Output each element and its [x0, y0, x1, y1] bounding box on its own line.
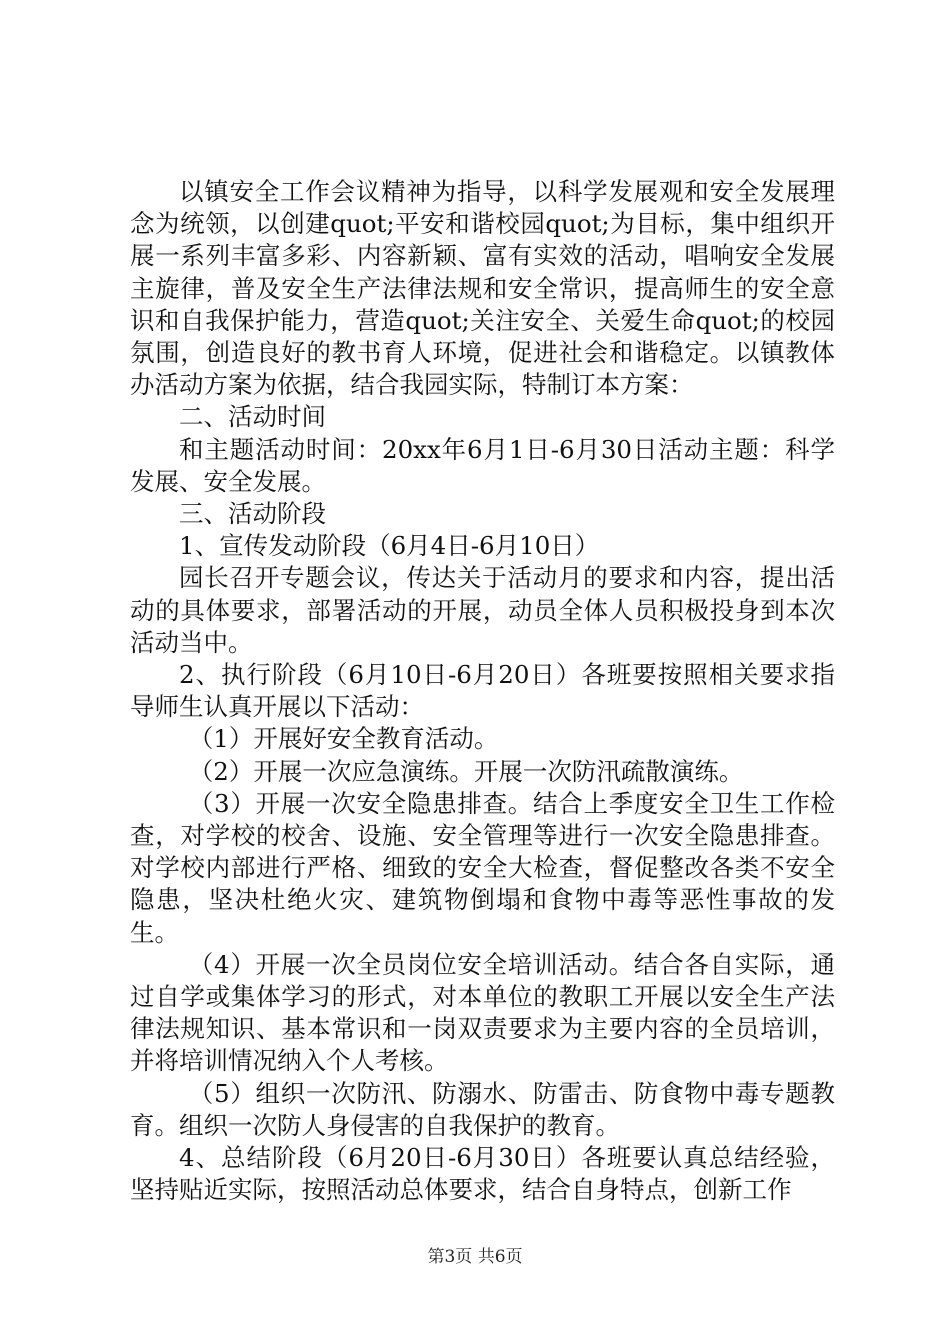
activity-time-paragraph: 和主题活动时间：20xx年6月1日-6月30日活动主题：科学发展、安全发展。: [130, 434, 835, 496]
stage-2-paragraph: 2、执行阶段（6月10日-6月20日）各班要按照相关要求指导师生认真开展以下活动：: [130, 660, 835, 722]
section-heading-activity-stages: 三、活动阶段: [179, 499, 326, 529]
stage-4-paragraph: 4、总结阶段（6月20日-6月30日）各班要认真总结经验，坚持贴近实际，按照活动总体要求，结合自身特点，创新工作: [130, 1143, 835, 1205]
intro-paragraph: 以镇安全工作会议精神为指导，以科学发展观和安全发展理念为统领，以创建quot;平安和谐校园quot;为目标，集中组织开展一系列丰富多彩、内容新颖、富有实效的活动，唱响安全发展主旋律，普及安全生产法律法规和安全常识，提高师生的安全意识和自我保护能力，营造quot;关注安全、关爱生命quot;的校园氛围，创造良好的教书育人环境，促进社会和谐稳定。以镇教体办活动方案为依据，结合我园实际，特制订本方案：: [130, 177, 835, 400]
activity-item-1: （1）开展好安全教育活动。: [188, 724, 499, 754]
activity-item-4: （4）开展一次全员岗位安全培训活动。结合各自实际，通过自学或集体学习的形式，对本单位的教职工开展以安全生产法律法规知识、基本常识和一岗双责要求为主要内容的全员培训，并将培训情况纳入个人考核。: [130, 949, 835, 1076]
document-body: [130, 176, 835, 1207]
activity-item-3: （3）开展一次安全隐患排查。结合上季度安全卫生工作检查，对学校的校舍、设施、安全管理等进行一次安全隐患排查。对学校内部进行严格、细致的安全大检查，督促整改各类不安全隐患，坚决杜绝火灾、建筑物倒塌和食物中毒等恶性事故的发生。: [130, 788, 835, 947]
activity-item-5: （5）组织一次防汛、防溺水、防雷击、防食物中毒专题教育。组织一次防人身侵害的自我保护的教育。: [130, 1078, 835, 1140]
activity-item-2: （2）开展一次应急演练。开展一次防汛疏散演练。: [188, 756, 744, 786]
stage-1-heading: 1、宣传发动阶段（6月4日-6月10日）: [179, 531, 600, 561]
stage-1-paragraph: 园长召开专题会议，传达关于活动月的要求和内容，提出活动的具体要求，部署活动的开展，动员全体人员积极投身到本次活动当中。: [130, 563, 835, 657]
page-number-footer: 第3页 共6页: [427, 1247, 523, 1267]
section-heading-activity-time: 二、活动时间: [179, 402, 326, 432]
